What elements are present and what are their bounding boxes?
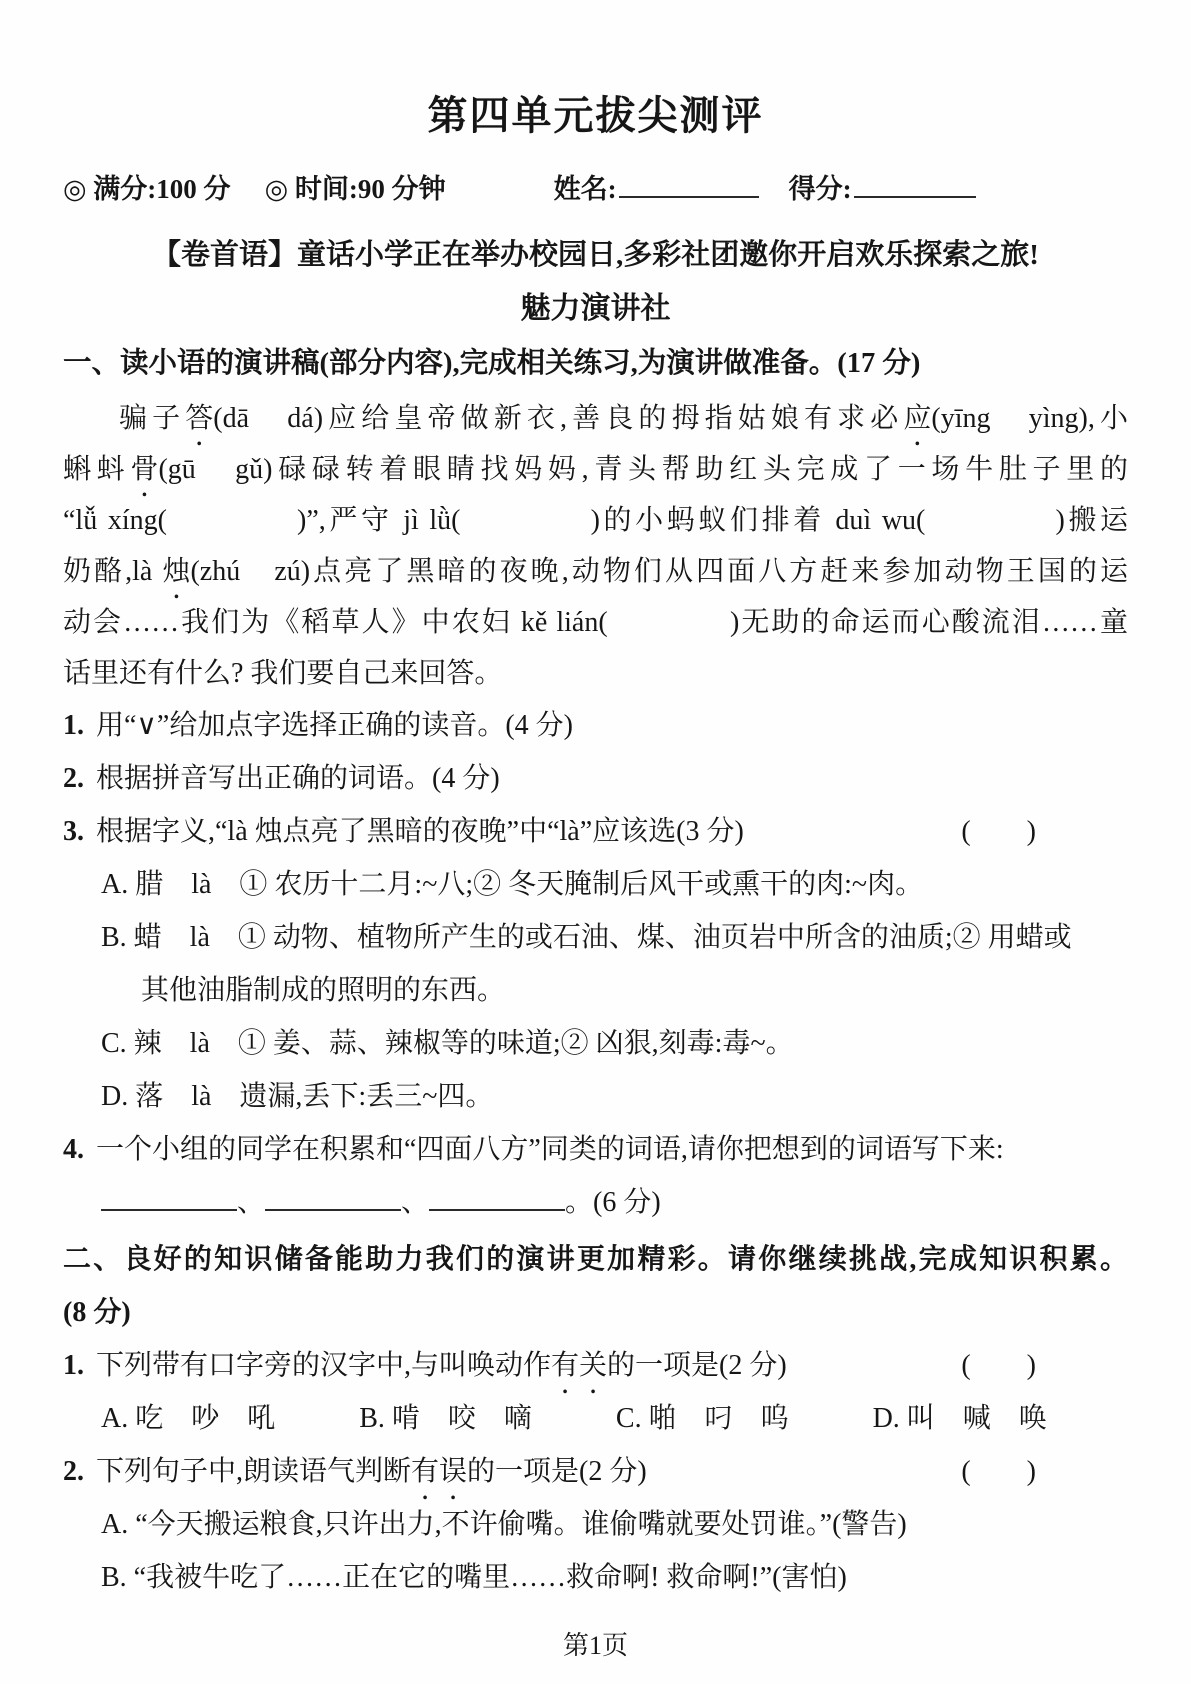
s2-q2-option-b: B. “我被牛吃了……正在它的嘴里……救命啊! 救命啊!”(害怕) — [101, 1562, 847, 1593]
score-label: 得分: — [788, 174, 852, 204]
paragraph-line-3: “lǚ xíng( )”,严守 jì lǜ( )的小蚂蚁们排着 duì wu( )搬运 — [63, 505, 1128, 536]
question-text: 根据字义,“là 烛点亮了黑暗的夜晚”中“là”应该选(3 分) — [96, 816, 744, 847]
exam-meta-row — [63, 167, 1128, 206]
s1-question-4-blanks — [101, 1176, 1128, 1229]
answer-blank-2 — [265, 1184, 401, 1211]
question-number: 2. — [63, 1456, 84, 1487]
question-number: 1. — [63, 1350, 84, 1381]
s2-question-1 — [63, 1339, 1128, 1401]
blank-separator: 、 — [237, 1187, 266, 1218]
question-text: 用“∨”给加点字选择正确的读音。(4 分) — [96, 710, 573, 741]
s1-question-4 — [63, 1123, 1128, 1176]
answer-bracket: ( ) — [961, 1456, 1036, 1487]
question-number: 1. — [63, 710, 84, 741]
s1-q3-option-c: C. 辣 là ① 姜、蒜、辣椒等的味道;② 凶狠,刻毒:毒~。 — [101, 1028, 794, 1059]
paragraph-line-1: 骗子答 • (dā dá)应给皇帝做新衣,善良的拇指姑娘有求必应 • (yīng yìng),小 — [119, 403, 1128, 453]
question-text: 根据拼音写出正确的词语。(4 分) — [96, 763, 500, 794]
paragraph-line-4: 奶酪,là 烛 • (zhú zú)点亮了黑暗的夜晚,动物们从四面八方赶来参加动物王国的运 — [63, 556, 1128, 606]
club-title: 魅力演讲社 — [520, 292, 671, 325]
section2-heading-line-1: 二、良好的知识储备能助力我们的演讲更加精彩。请你继续挑战,完成知识积累。 — [63, 1244, 1128, 1275]
name-label: 姓名: — [553, 174, 617, 204]
question-number: 2. — [63, 763, 84, 794]
section1-heading: 一、读小语的演讲稿(部分内容),完成相关练习,为演讲做准备。(17 分) — [63, 348, 921, 379]
question-text: 下列句子中,朗读语气判断有 • 误 • 的一项是(2 分) — [96, 1456, 647, 1507]
blanks-suffix: 。(6 分) — [565, 1187, 661, 1218]
answer-bracket: ( ) — [961, 816, 1036, 847]
paragraph-line-5: 动会……我们为《稻草人》中农妇 kě lián( )无助的命运而心酸流泪……童 — [63, 607, 1128, 638]
answer-bracket: ( ) — [961, 1350, 1036, 1381]
name-field — [554, 167, 759, 206]
full-score-label: ◎ 满分:100 分 — [63, 174, 231, 204]
s2-q1-options: A. 吃 吵 吼 B. 啃 咬 嘀 C. 啪 叼 呜 D. 叫 喊 唤 — [101, 1403, 1047, 1434]
s2-question-2 — [63, 1445, 1128, 1507]
question-body — [63, 1339, 787, 1401]
score-write-line — [854, 172, 976, 198]
preface-text: 【卷首语】童话小学正在举办校园日,多彩社团邀你开启欢乐探索之旅! — [152, 239, 1039, 271]
question-number: 3. — [63, 816, 84, 847]
question-body — [63, 805, 744, 858]
answer-blank-3 — [429, 1184, 565, 1211]
duration-label: ◎ 时间:90 分钟 — [264, 174, 446, 204]
question-body — [63, 1445, 647, 1507]
s1-question-3 — [63, 805, 1128, 858]
s1-q3-option-a: A. 腊 là ① 农历十二月:~八;② 冬天腌制后风干或熏干的肉:~肉。 — [101, 869, 924, 900]
paragraph-line-2: 蝌蚪骨 • (gū gǔ)碌碌转着眼睛找妈妈,青头帮助红头完成了一场牛肚子里的 — [63, 454, 1128, 504]
speech-draft-paragraph — [63, 393, 1128, 699]
question-number: 4. — [63, 1134, 84, 1165]
page-number: 第1页 — [562, 1631, 628, 1660]
answer-blank-1 — [101, 1184, 237, 1211]
name-write-line — [619, 172, 759, 198]
s1-q3-option-b-continued: 其他油脂制成的照明的东西。 — [141, 975, 506, 1006]
paragraph-line-6: 话里还有什么? 我们要自己来回答。 — [63, 658, 503, 689]
s1-question-1 — [63, 699, 1128, 752]
s1-q3-option-b: B. 蜡 là ① 动物、植物所产生的或石油、煤、油页岩中所含的油质;② 用蜡或 — [101, 922, 1072, 953]
question-text: 下列带有口字旁的汉字中,与叫唤动作有 • 关 • 的一项是(2 分) — [96, 1350, 787, 1401]
section2-heading-line-2: (8 分) — [63, 1297, 131, 1328]
s1-question-2 — [63, 752, 1128, 805]
page-title: 第四单元拔尖测评 — [427, 93, 764, 138]
s1-q3-option-d: D. 落 là 遗漏,丢下:丢三~四。 — [101, 1081, 494, 1112]
score-field — [789, 167, 976, 206]
question-text: 一个小组的同学在积累和“四面八方”同类的词语,请你把想到的词语写下来: — [96, 1134, 1004, 1165]
s2-q2-option-a: A. “今天搬运粮食,只许出力,不许偷嘴。谁偷嘴就要处罚谁。”(警告) — [101, 1509, 907, 1540]
blank-separator: 、 — [401, 1187, 430, 1218]
